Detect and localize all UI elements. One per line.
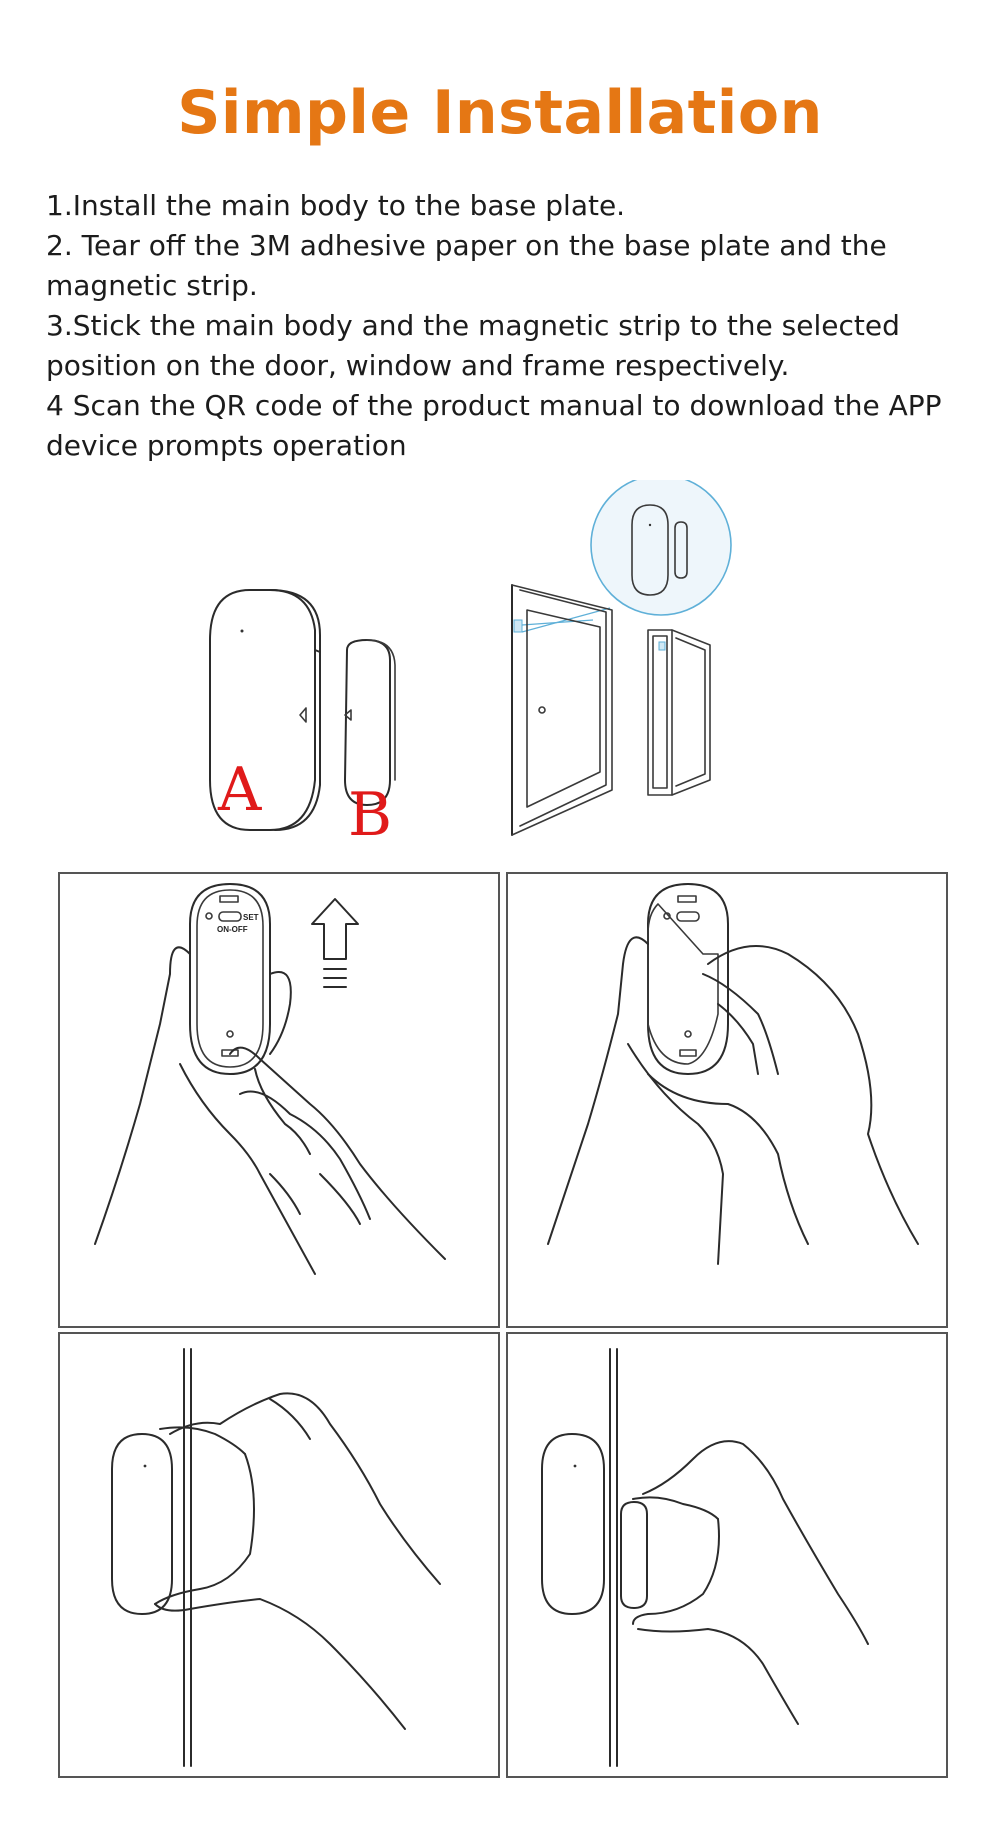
sensor-parts-illustration xyxy=(180,580,420,840)
step-panel-stick-main-body xyxy=(58,1332,500,1778)
step-4: 4 Scan the QR code of the product manual to download the APP device prompts operation xyxy=(46,389,951,462)
step-3: 3.Stick the main body and the magnetic strip to the selected position on the door, window and frame respectively. xyxy=(46,309,909,382)
installation-steps xyxy=(46,186,986,466)
switch-set-label: SET xyxy=(243,913,259,922)
label-a: A xyxy=(218,755,262,825)
door-window-illustration xyxy=(500,480,760,840)
step-1: 1.Install the main body to the base plate. xyxy=(46,189,626,222)
switch-on-off-label: ON-OFF xyxy=(217,925,248,934)
page-title: Simple Installation xyxy=(177,78,823,148)
step-panel-peel-adhesive xyxy=(506,872,948,1328)
label-b: B xyxy=(348,780,393,840)
step-panel-slide-on-base xyxy=(58,872,500,1328)
step-panel-stick-magnet xyxy=(506,1332,948,1778)
step-2: 2. Tear off the 3M adhesive paper on the base plate and the magnetic strip. xyxy=(46,229,896,302)
